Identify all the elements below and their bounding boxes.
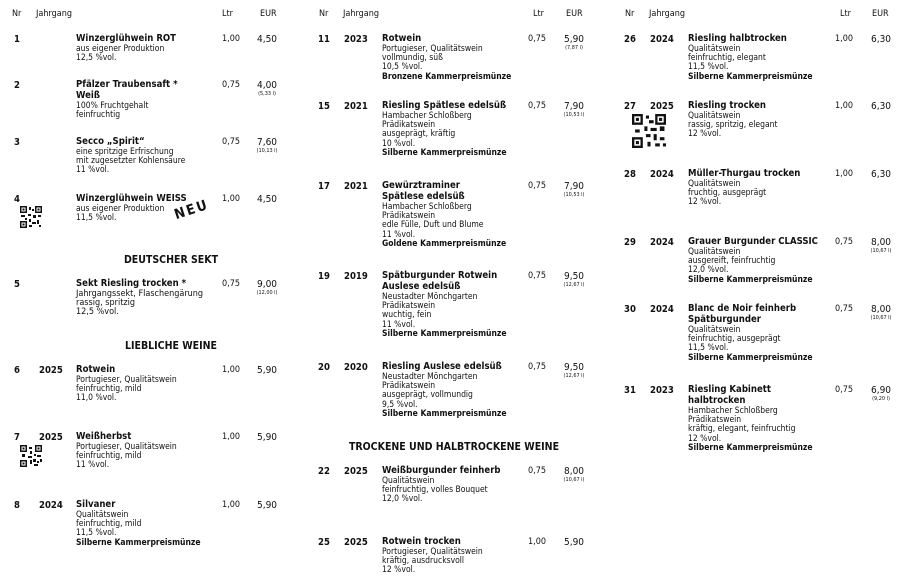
item-price [247, 279, 287, 296]
desc-line: ausgeprägt, kräftig [382, 129, 456, 140]
item-name: Sekt Riesling trocken * [76, 278, 187, 289]
price-value: 5,90 [256, 500, 278, 511]
award-label: Bronzene Kammerpreismünze [382, 71, 512, 82]
item-description [688, 248, 813, 285]
item-vintage: 2023 [650, 385, 674, 396]
item-name [382, 181, 465, 202]
desc-line: 11 %vol. [382, 319, 416, 330]
name-line: Spätburgunder [688, 313, 761, 325]
desc-line: 10,5 %vol. [382, 62, 423, 73]
award-label: Silberne Kammerpreismünze [688, 442, 813, 453]
desc-line: Portugieser, Qualitätswein [382, 44, 483, 54]
item-price [861, 385, 900, 402]
item-name: Winzerglühwein WEISS [76, 193, 187, 204]
desc-line: 12,5 %vol. [76, 53, 117, 64]
item-vintage: 2024 [650, 304, 674, 315]
item-name: Müller-Thurgau trocken [688, 168, 801, 179]
qr-code-icon[interactable] [20, 206, 42, 228]
item-name [76, 80, 178, 101]
item-description [688, 326, 813, 363]
item-volume: 0,75 [528, 181, 547, 191]
price-value: 7,90 [563, 181, 585, 192]
name-line: Gewürztraminer [382, 180, 460, 191]
price-value: 6,30 [870, 169, 892, 180]
item-price [247, 365, 287, 376]
price-value: 6,30 [870, 34, 892, 45]
item-description [76, 376, 177, 404]
item-description [382, 112, 507, 158]
header-eur: EUR [566, 9, 583, 19]
desc-line: feinfruchtig, mild [76, 384, 142, 395]
item-description [382, 477, 488, 505]
name-line: halbtrocken [688, 394, 746, 406]
price-value: 8,00 [563, 466, 585, 477]
item-volume: 1,00 [222, 432, 241, 442]
item-description [76, 443, 177, 471]
desc-line: 11,5 %vol. [76, 528, 117, 539]
desc-line: rassig, spritzig [76, 298, 136, 309]
item-price [554, 537, 594, 548]
name-line: Weiß [76, 89, 100, 101]
header-eur: EUR [872, 9, 889, 19]
item-price [861, 304, 900, 321]
item-vintage: 2024 [39, 500, 63, 511]
item-volume: 1,00 [222, 500, 241, 510]
item-price [554, 34, 594, 51]
price-value: 9,50 [563, 362, 585, 373]
item-volume: 1,00 [528, 537, 547, 547]
item-name: Rotwein [382, 33, 422, 44]
item-price [247, 137, 287, 154]
desc-line: Prädikatswein [382, 381, 436, 392]
price-value: 4,00 [256, 80, 278, 91]
item-description [382, 548, 483, 576]
name-line: Spätburgunder Rotwein [382, 270, 498, 281]
desc-line: 11,5 %vol. [76, 213, 117, 224]
desc-line: 12 %vol. [688, 129, 722, 140]
item-price [554, 466, 594, 483]
item-description [382, 293, 507, 339]
item-volume: 1,00 [222, 365, 241, 375]
item-vintage: 2024 [650, 34, 674, 45]
desc-line: mit zugesetzter Kohlensäure [76, 156, 186, 167]
qr-code-icon[interactable] [632, 114, 666, 148]
unit-price: (12,00 l) [256, 290, 278, 296]
item-number: 31 [624, 385, 636, 396]
header-ltr: Ltr [222, 9, 234, 19]
item-vintage: 2025 [344, 466, 368, 477]
item-name: Riesling Auslese edelsüß [382, 361, 502, 372]
item-number: 22 [318, 466, 330, 477]
price-value: 5,90 [256, 365, 278, 376]
desc-line: kräftig, ausdrucksvoll [382, 556, 465, 567]
desc-line: 11,5 %vol. [688, 62, 729, 73]
unit-price: (10,13 l) [256, 148, 278, 154]
item-price [247, 432, 287, 443]
award-label: Silberne Kammerpreismünze [688, 274, 813, 285]
item-number: 1 [14, 34, 20, 45]
item-description [76, 290, 203, 318]
award-label: Silberne Kammerpreismünze [688, 71, 813, 82]
header-nr: Nr [319, 9, 329, 19]
desc-line: feinfruchtig, ausgeprägt [688, 334, 781, 345]
item-number: 19 [318, 271, 330, 282]
item-description [688, 112, 778, 140]
desc-line: Neustadter Mönchgarten [382, 372, 478, 382]
item-number: 27 [624, 101, 636, 112]
item-number: 7 [14, 432, 20, 443]
item-price [861, 34, 900, 45]
desc-line: Portugieser, Qualitätswein [76, 375, 177, 385]
item-number: 15 [318, 101, 330, 112]
desc-line: 11 %vol. [382, 229, 416, 240]
item-description [76, 45, 164, 63]
header-ltr: Ltr [840, 9, 852, 19]
item-name: Riesling trocken [688, 100, 766, 111]
item-name: Weißherbst [76, 431, 132, 442]
unit-price: (10,67 l) [870, 248, 892, 254]
desc-line: Qualitätswein [688, 247, 741, 257]
item-number: 29 [624, 237, 636, 248]
desc-line: Prädikatswein [382, 301, 436, 312]
item-volume: 0,75 [835, 304, 854, 314]
section-heading-lieblich: LIEBLICHE WEINE [124, 340, 218, 352]
price-value: 9,50 [563, 271, 585, 282]
price-value: 4,50 [256, 34, 278, 45]
price-value: 8,00 [870, 304, 892, 315]
desc-line: Hambacher Schloßberg [688, 406, 778, 416]
desc-line: 12 %vol. [688, 433, 722, 444]
desc-line: ausgereift, feinfruchtig [688, 256, 776, 267]
item-description [76, 511, 201, 548]
item-number: 26 [624, 34, 636, 45]
unit-price: (10,67 l) [870, 315, 892, 321]
unit-price: (7,87 l) [565, 45, 583, 51]
desc-line: 11 %vol. [76, 460, 110, 471]
item-price [247, 34, 287, 45]
item-vintage: 2025 [39, 432, 63, 443]
item-number: 6 [14, 365, 20, 376]
desc-line: 12 %vol. [688, 197, 722, 208]
desc-line: 12,0 %vol. [382, 494, 423, 505]
unit-price: (12,67 l) [563, 373, 585, 379]
item-name: Winzerglühwein ROT [76, 33, 177, 44]
item-price [554, 362, 594, 379]
unit-price: (10,53 l) [563, 192, 585, 198]
unit-price: (10,67 l) [563, 477, 585, 483]
item-volume: 1,00 [222, 194, 241, 204]
item-price [554, 271, 594, 288]
item-name [688, 385, 771, 406]
item-volume: 0,75 [528, 101, 547, 111]
name-line: Spätlese edelsüß [382, 190, 465, 202]
price-value: 7,90 [563, 101, 585, 112]
name-line: Blanc de Noir feinherb [688, 303, 797, 314]
item-description [688, 45, 813, 82]
desc-line: Jahrgangssekt, Flaschengärung [76, 289, 204, 299]
desc-line: Prädikatswein [688, 415, 742, 426]
desc-line: 11,0 %vol. [76, 393, 117, 404]
item-volume: 0,75 [222, 279, 241, 289]
item-vintage: 2025 [650, 101, 674, 112]
desc-line: feinfruchtig [76, 110, 121, 121]
desc-line: feinfruchtig, volles Bouquet [382, 485, 488, 496]
item-volume: 0,75 [835, 237, 854, 247]
item-price [247, 80, 287, 97]
header-nr: Nr [625, 9, 635, 19]
desc-line: 12,5 %vol. [76, 307, 119, 318]
item-vintage: 2021 [344, 101, 368, 112]
desc-line: 9,5 %vol. [382, 399, 418, 410]
column-2 [306, 0, 606, 585]
item-number: 20 [318, 362, 330, 373]
price-value: 9,00 [256, 279, 278, 290]
item-name: Silvaner [76, 499, 116, 510]
award-label: Goldene Kammerpreismünze [382, 238, 507, 249]
item-volume: 1,00 [835, 169, 854, 179]
item-number: 11 [318, 34, 330, 45]
item-price [247, 500, 287, 511]
desc-line: Qualitätswein [688, 111, 741, 121]
item-name: Secco „Spirit“ [76, 136, 145, 147]
item-price [554, 181, 594, 198]
section-heading-trocken: TROCKENE UND HALBTROCKENE WEINE [348, 441, 560, 453]
item-volume: 0,75 [528, 271, 547, 281]
desc-line: Qualitätswein [76, 510, 129, 520]
section-heading-sekt: DEUTSCHER SEKT [123, 254, 219, 266]
desc-line: Qualitätswein [382, 476, 435, 486]
item-name: Weißburgunder feinherb [382, 465, 501, 476]
item-name: Rotwein [76, 364, 116, 375]
desc-line: 11,5 %vol. [688, 343, 729, 354]
item-number: 2 [14, 80, 20, 91]
header-nr: Nr [12, 9, 22, 19]
item-number: 5 [14, 279, 20, 290]
desc-line: 12,0 %vol. [688, 265, 729, 276]
item-description [382, 373, 507, 419]
item-number: 4 [14, 194, 20, 205]
item-name: Riesling halbtrocken [688, 33, 787, 44]
item-volume: 1,00 [835, 34, 854, 44]
desc-line: 12 %vol. [382, 565, 416, 576]
price-value: 6,90 [870, 385, 892, 396]
desc-line: edle Fülle, Duft und Blume [382, 220, 484, 231]
price-value: 4,50 [256, 194, 278, 205]
award-label: Silberne Kammerpreismünze [382, 328, 507, 339]
item-volume: 0,75 [528, 466, 547, 476]
item-description [382, 203, 506, 249]
item-number: 28 [624, 169, 636, 180]
desc-line: ausgeprägt, vollmundig [382, 390, 473, 401]
unit-price: (9,20 l) [872, 396, 890, 402]
name-line: Auslese edelsüß [382, 280, 461, 292]
desc-line: Prädikatswein [382, 120, 436, 131]
price-value: 6,30 [870, 101, 892, 112]
desc-line: Qualitätswein [688, 179, 741, 189]
price-value: 5,90 [563, 34, 585, 45]
name-line: Pfälzer Traubensaft * [76, 79, 178, 90]
item-description [688, 407, 813, 453]
item-vintage: 2023 [344, 34, 368, 45]
desc-line: Portugieser, Qualitätswein [382, 547, 483, 557]
item-volume: 0,75 [528, 34, 547, 44]
item-volume: 0,75 [222, 137, 241, 147]
item-number: 25 [318, 537, 330, 548]
price-value: 5,90 [563, 537, 585, 548]
desc-line: Qualitätswein [688, 325, 741, 335]
desc-line: Hambacher Schloßberg [382, 202, 472, 212]
item-description [76, 205, 164, 223]
award-label: Silberne Kammerpreismünze [76, 537, 201, 548]
item-name: Rotwein trocken [382, 536, 461, 547]
item-volume: 0,75 [528, 362, 547, 372]
header-jahrgang: Jahrgang [343, 9, 380, 19]
item-volume: 0,75 [222, 80, 241, 90]
desc-line: 11 %vol. [76, 165, 110, 176]
qr-code-icon[interactable] [20, 445, 42, 467]
desc-line: 100% Fruchtgehalt [76, 101, 149, 111]
desc-line: Hambacher Schloßberg [382, 111, 472, 121]
unit-price: (12,67 l) [563, 282, 585, 288]
new-badge: NEU [172, 196, 211, 224]
desc-line: wuchtig, fein [382, 310, 432, 321]
desc-line: aus eigener Produktion [76, 44, 165, 54]
unit-price: (5,33 l) [258, 91, 276, 97]
price-value: 7,60 [256, 137, 278, 148]
item-name [688, 304, 796, 325]
desc-line: feinfruchtig, elegant [688, 53, 766, 64]
item-number: 30 [624, 304, 636, 315]
column-3 [612, 0, 900, 585]
item-description [382, 45, 511, 82]
header-jahrgang: Jahrgang [649, 9, 686, 19]
item-number: 17 [318, 181, 330, 192]
item-vintage: 2025 [39, 365, 63, 376]
award-label: Silberne Kammerpreismünze [688, 352, 813, 363]
item-vintage: 2024 [650, 237, 674, 248]
item-price [861, 169, 900, 180]
price-value: 5,90 [256, 432, 278, 443]
desc-line: rassig, spritzig, elegant [688, 120, 778, 131]
item-price [861, 101, 900, 112]
item-vintage: 2020 [344, 362, 368, 373]
item-vintage: 2025 [344, 537, 368, 548]
item-description [76, 102, 148, 120]
name-line: Riesling Kabinett [688, 384, 771, 395]
unit-price: (10,53 l) [563, 112, 585, 118]
desc-line: vollmundig, süß [382, 53, 443, 64]
item-volume: 1,00 [222, 34, 241, 44]
item-name: Riesling Spätlese edelsüß [382, 100, 507, 111]
award-label: Silberne Kammerpreismünze [382, 147, 507, 158]
item-description [688, 180, 766, 208]
item-vintage: 2021 [344, 181, 368, 192]
header-jahrgang: Jahrgang [36, 9, 73, 19]
award-label: Silberne Kammerpreismünze [382, 408, 507, 419]
item-volume: 1,00 [835, 101, 854, 111]
item-number: 8 [14, 500, 20, 511]
item-description [76, 148, 185, 176]
column-1 [0, 0, 300, 585]
item-price [861, 237, 900, 254]
desc-line: Neustadter Mönchgarten [382, 292, 478, 302]
price-value: 8,00 [870, 237, 892, 248]
desc-line: feinfruchtig, mild [76, 451, 142, 462]
item-vintage: 2019 [344, 271, 368, 282]
desc-line: fruchtig, ausgeprägt [688, 188, 767, 199]
item-price [554, 101, 594, 118]
desc-line: Qualitätswein [688, 44, 741, 54]
desc-line: eine spritzige Erfrischung [76, 147, 174, 157]
desc-line: aus eigener Produktion [76, 204, 165, 214]
item-vintage: 2024 [650, 169, 674, 180]
item-name: Grauer Burgunder CLASSIC [688, 236, 818, 247]
desc-line: feinfruchtig, mild [76, 519, 142, 530]
item-number: 3 [14, 137, 20, 148]
desc-line: Prädikatswein [382, 211, 436, 222]
header-eur: EUR [260, 9, 277, 19]
desc-line: Portugieser, Qualitätswein [76, 442, 177, 452]
desc-line: kräftig, elegant, feinfruchtig [688, 424, 796, 435]
item-volume: 0,75 [835, 385, 854, 395]
header-ltr: Ltr [533, 9, 545, 19]
desc-line: 10 %vol. [382, 138, 416, 149]
item-name [382, 271, 497, 292]
item-price [247, 194, 287, 205]
